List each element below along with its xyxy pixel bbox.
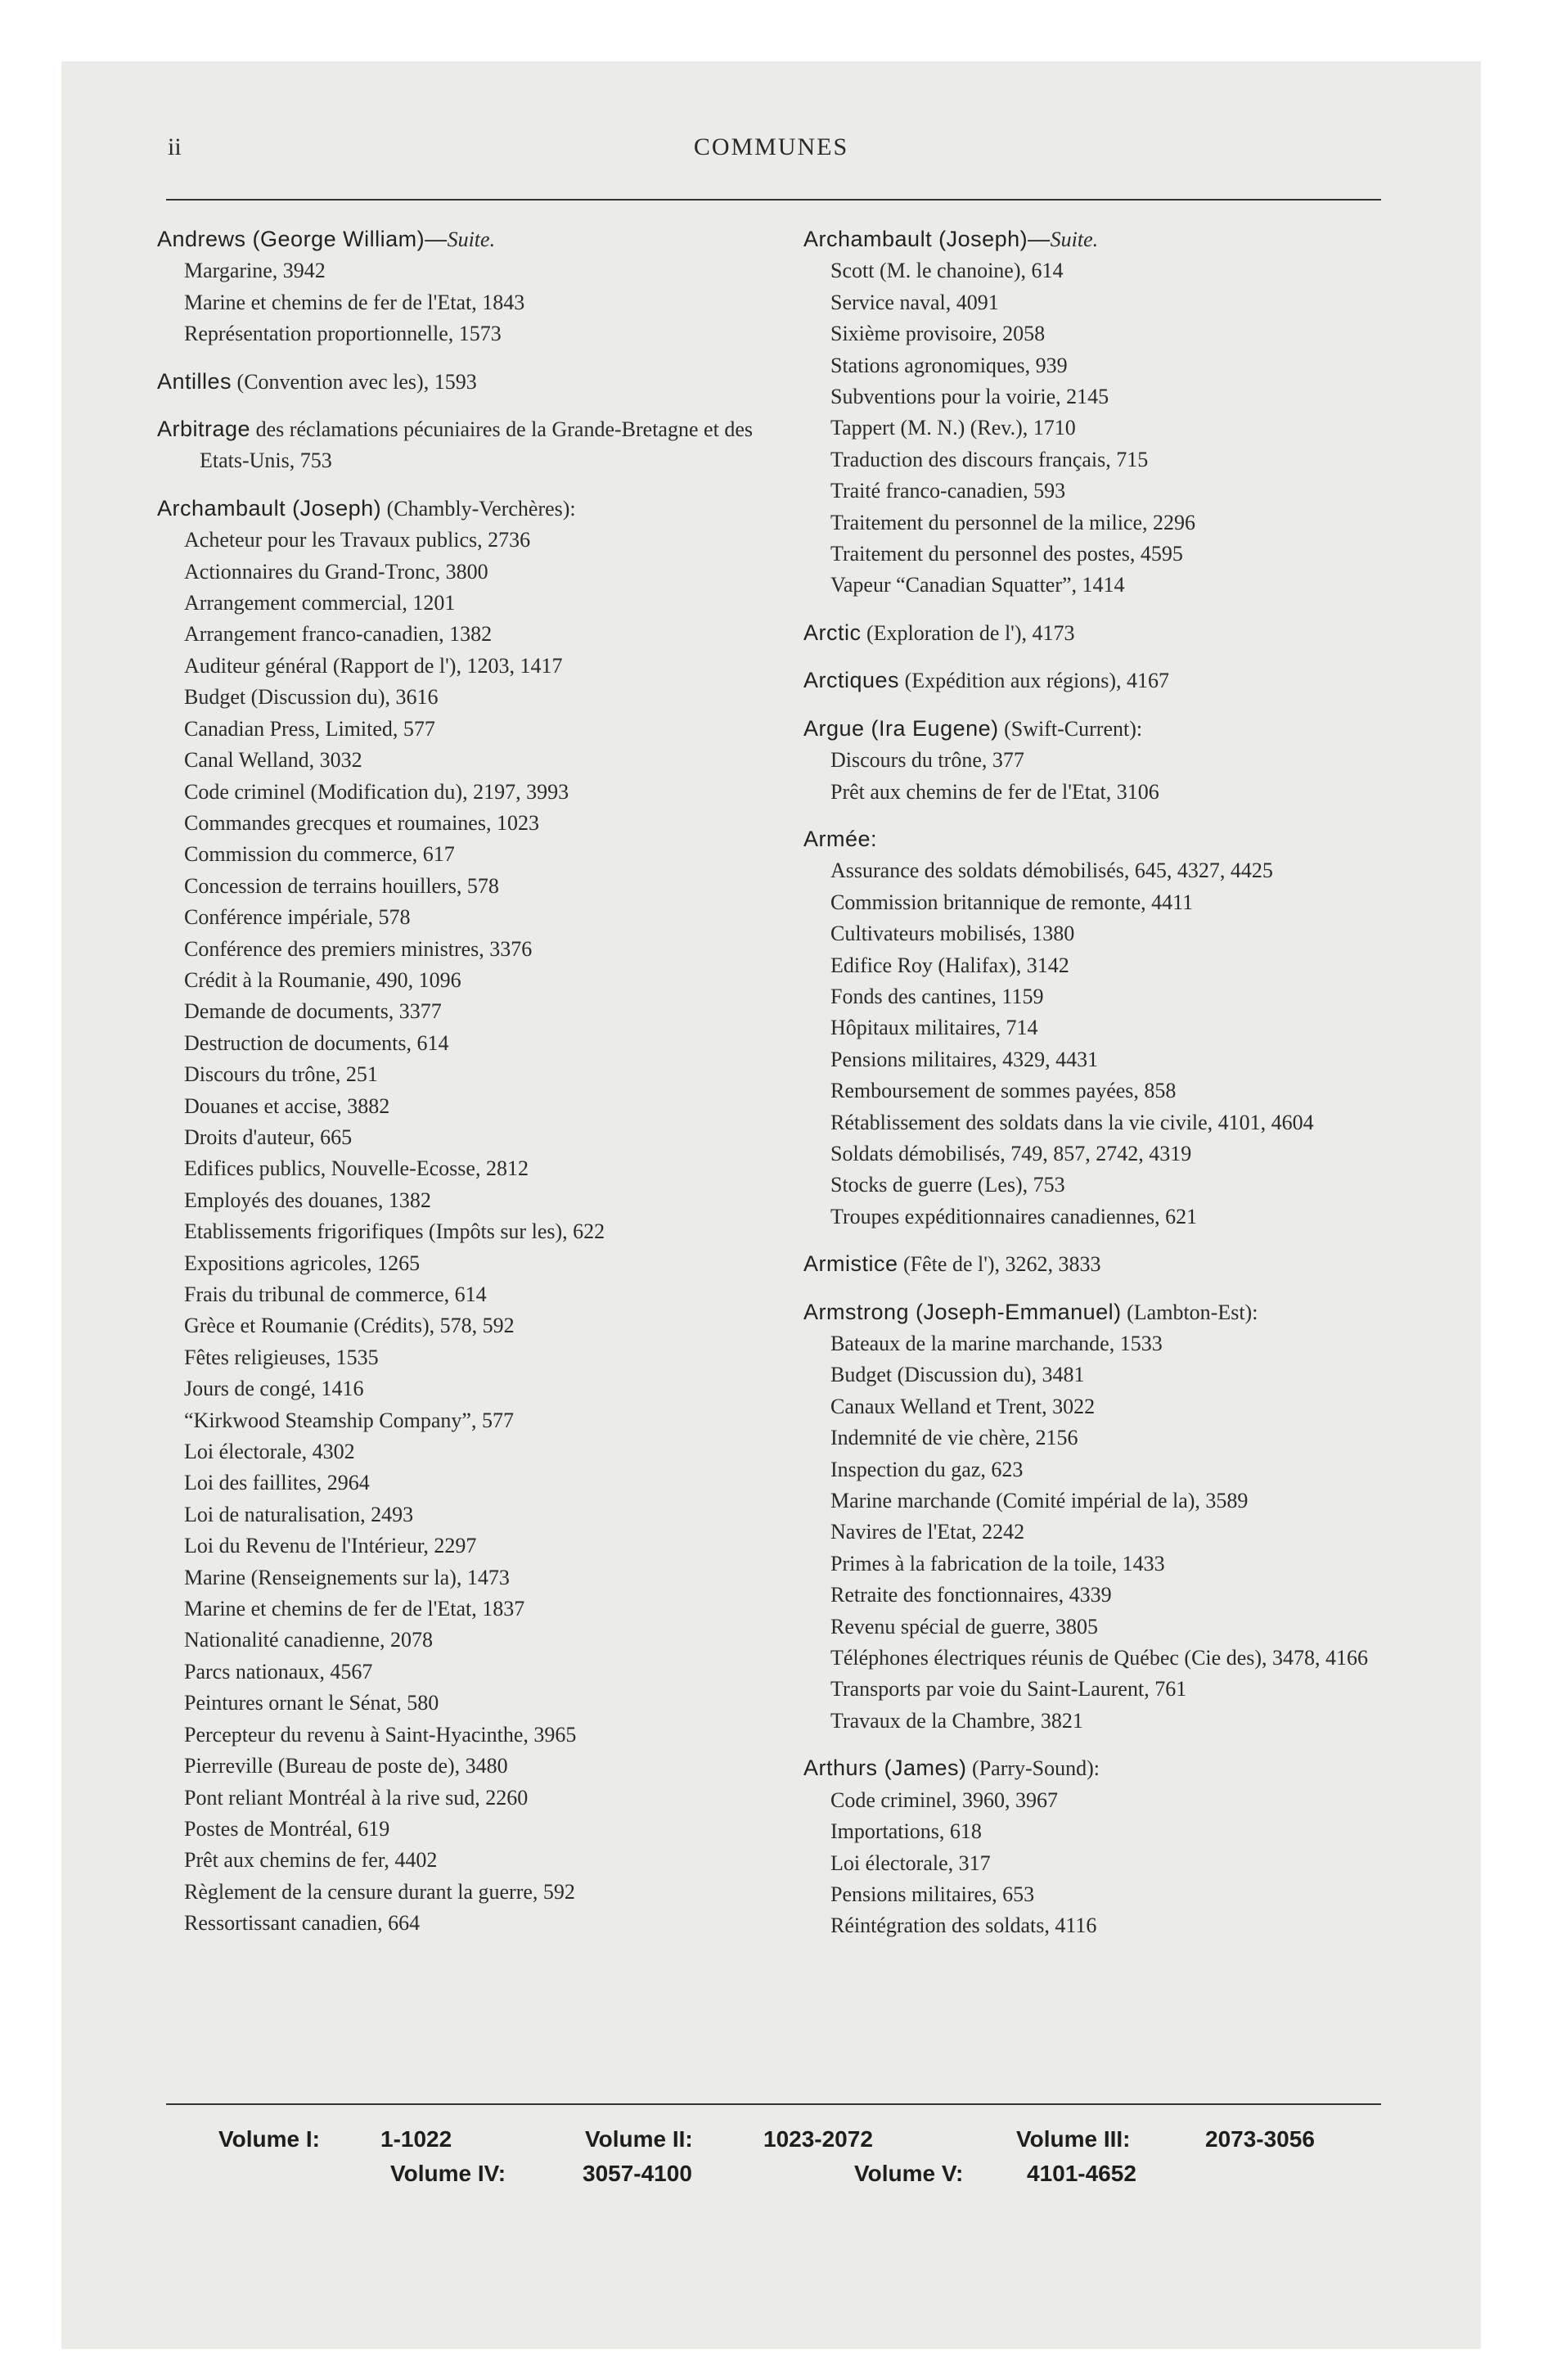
index-entry [803,1752,1381,1941]
subentry: Parcs nationaux, 4567 [184,1659,373,1684]
subentry: Troupes expéditionnaires canadiennes, 621 [830,1204,1198,1228]
footer-rule [166,2103,1381,2105]
subentry: Pierreville (Bureau de poste de), 3480 [184,1754,508,1778]
subentry: Commission britannique de remonte, 4411 [830,890,1194,914]
index-entry [157,493,753,1940]
index-entry [803,823,1381,1233]
entry-qualifier: (Chambly-Verchères): [386,496,576,521]
entry-suite: Suite. [1050,228,1099,251]
subentry: Crédit à la Roumanie, 490, 1096 [184,967,461,992]
page-title: COMMUNES [693,133,849,160]
subentry: Subventions pour la voirie, 2145 [830,385,1109,409]
entry-heading-line [803,1296,1381,1328]
subentry: Etablissements frigorifiques (Impôts sur les), 622 [184,1219,605,1244]
subentry: Acheteur pour les Travaux publics, 2736 [184,528,531,552]
subentry: Canadian Press, Limited, 577 [184,716,435,741]
subentry: Code criminel, 3960, 3967 [830,1787,1059,1812]
subentry: Destruction de documents, 614 [184,1030,449,1055]
entry-qualifier: (Expédition aux régions), 4167 [904,669,1170,693]
subentry: Tappert (M. N.) (Rev.), 1710 [830,416,1076,440]
subentry: Actionnaires du Grand-Tronc, 3800 [184,559,488,584]
subentry: Stations agronomiques, 939 [830,353,1068,377]
subentry: Code criminel (Modification du), 2197, 3993 [184,779,569,804]
volume-3-label: Volume III: [1016,2126,1131,2152]
entry-heading: Arctic [803,620,862,645]
page-number: ii [168,133,182,160]
entry-heading: Arbitrage [157,417,251,442]
header-rule [166,199,1381,201]
subentry: Pont reliant Montréal à la rive sud, 2260 [184,1785,529,1810]
subentry: Commandes grecques et roumaines, 1023 [184,810,539,835]
subentry: Budget (Discussion du), 3481 [830,1363,1085,1387]
subentry: Fêtes religieuses, 1535 [184,1345,379,1369]
entry-heading: Antilles [157,368,232,394]
entry-heading-line [157,493,753,525]
subentry: Assurance des soldats démobilisés, 645, 4327, 4425 [830,859,1273,883]
subentry: Marine marchande (Comité impérial de la), 3589 [830,1489,1249,1513]
entry-heading: Arctiques [803,668,900,693]
subentry: Auditeur général (Rapport de l'), 1203, 1417 [184,653,563,678]
subentry: Traitement du personnel de la milice, 2296 [830,510,1195,534]
subentry: Loi électorale, 4302 [184,1440,355,1464]
entry-heading-line [157,223,753,255]
subentry: Traduction des discours français, 715 [830,447,1149,471]
subentry: Postes de Montréal, 619 [184,1816,390,1841]
subentry: Employés des douanes, 1382 [184,1188,431,1212]
entry-heading-line [803,665,1381,696]
entry-heading-line [803,713,1381,745]
subentry: Peintures ornant le Sénat, 580 [184,1691,439,1715]
subentry: Indemnité de vie chère, 2156 [830,1426,1078,1450]
subentry: Nationalité canadienne, 2078 [184,1628,433,1652]
subentry: Canaux Welland et Trent, 3022 [830,1394,1096,1418]
subentry: Marine et chemins de fer de l'Etat, 1837 [184,1597,525,1621]
entry-heading-line [803,823,1381,855]
running-head [61,133,1481,166]
subentry: Primes à la fabrication de la toile, 1433 [830,1551,1165,1575]
subentry: Canal Welland, 3032 [184,748,362,773]
subentry: Discours du trône, 251 [184,1062,378,1087]
subentry: Loi électorale, 317 [830,1850,991,1875]
subentry: Conférence impériale, 578 [184,905,411,930]
volume-1-label: Volume I: [218,2126,320,2152]
volume-4-label: Volume IV: [390,2161,506,2186]
subentry: Droits d'auteur, 665 [184,1125,353,1149]
subentry: Pensions militaires, 4329, 4431 [830,1047,1099,1071]
subentry: Percepteur du revenu à Saint-Hyacinthe, 3965 [184,1722,577,1747]
subentry: Demande de documents, 3377 [184,999,442,1024]
subentry: Jours de congé, 1416 [184,1377,364,1401]
subentry: Stocks de guerre (Les), 753 [830,1173,1065,1197]
subentry: Transports par voie du Saint-Laurent, 761 [830,1677,1187,1702]
subentry: Réintégration des soldats, 4116 [830,1913,1097,1938]
entry-qualifier: (Convention avec les), 1593 [236,369,477,394]
entry-heading-line [803,223,1381,255]
volume-4-range: 3057-4100 [583,2161,692,2186]
entry-heading: Arthurs (James) [803,1756,967,1781]
entry-qualifier: des réclamations pécuniaires de la Grande-Bretagne et des Etats-Unis, 753 [200,417,753,473]
index-entry [157,223,753,350]
entry-heading-line [157,413,753,477]
subentry: Budget (Discussion du), 3616 [184,685,439,710]
entry-qualifier: (Lambton-Est): [1127,1300,1258,1324]
entry-heading: Argue (Ira Eugene) [803,715,999,741]
subentry: Frais du tribunal de commerce, 614 [184,1282,487,1306]
index-entry [803,223,1381,602]
index-entry [803,617,1381,649]
subentry: Marine et chemins de fer de l'Etat, 1843 [184,290,525,314]
volume-1-range: 1-1022 [380,2126,452,2152]
subentry: Importations, 618 [830,1819,982,1844]
subentry: Loi des faillites, 2964 [184,1471,370,1495]
subentry: Soldats démobilisés, 749, 857, 2742, 4319 [830,1141,1192,1165]
subentry: Marine (Renseignements sur la), 1473 [184,1565,510,1589]
subentry: Ressortissant canadien, 664 [184,1911,421,1936]
subentry: Loi du Revenu de l'Intérieur, 2297 [184,1534,477,1558]
subentry: Remboursement de sommes payées, 858 [830,1079,1177,1103]
entry-heading-line [803,1752,1381,1784]
entry-qualifier: (Parry-Sound): [972,1756,1100,1781]
entry-heading-line [803,617,1381,649]
subentry: Commission du commerce, 617 [184,842,455,867]
subentry: Expositions agricoles, 1265 [184,1251,421,1275]
subentry: Pensions militaires, 653 [830,1882,1035,1906]
subentry: Prêt aux chemins de fer de l'Etat, 3106 [830,779,1159,804]
entry-suite: Suite. [447,228,496,251]
subentry: Concession de terrains houillers, 578 [184,873,499,898]
index-column-left [157,223,753,1940]
subentry: Edifice Roy (Halifax), 3142 [830,953,1069,977]
subentry: Scott (M. le chanoine), 614 [830,259,1064,283]
subentry: Sixième provisoire, 2058 [830,322,1046,346]
index-entry [157,413,753,477]
entry-qualifier: (Swift-Current): [1004,716,1143,741]
subentry: Représentation proportionnelle, 1573 [184,322,502,346]
volume-5-label: Volume V: [854,2161,964,2186]
subentry: Grèce et Roumanie (Crédits), 578, 592 [184,1314,515,1338]
index-entry [803,1248,1381,1280]
volume-2-label: Volume II: [585,2126,693,2152]
entry-heading-line [157,366,753,398]
subentry: Rétablissement des soldats dans la vie civile, 4101, 4604 [830,1110,1314,1134]
subentry: Margarine, 3942 [184,259,326,283]
volume-2-range: 1023-2072 [763,2126,873,2152]
subentry: Prêt aux chemins de fer, 4402 [184,1848,438,1873]
subentry: Arrangement commercial, 1201 [184,591,456,615]
subentry: Loi de naturalisation, 2493 [184,1502,414,1526]
index-entry [803,1296,1381,1738]
subentry: Retraite des fonctionnaires, 4339 [830,1583,1112,1607]
entry-heading: Archambault (Joseph)— [803,227,1051,251]
subentry: Navires de l'Etat, 2242 [830,1520,1025,1544]
entry-heading: Armée: [803,826,878,851]
index-entry [157,366,753,398]
index-entry [803,713,1381,808]
entry-heading: Archambault (Joseph) [157,495,382,521]
document-page [61,61,1481,2349]
subentry: Revenu spécial de guerre, 3805 [830,1614,1099,1639]
entry-heading: Armistice [803,1251,898,1277]
subentry: Discours du trône, 377 [830,748,1024,773]
subentry: “Kirkwood Steamship Company”, 577 [184,1408,514,1432]
entry-heading-line [803,1248,1381,1280]
entry-qualifier: (Fête de l'), 3262, 3833 [903,1252,1101,1277]
subentry: Travaux de la Chambre, 3821 [830,1708,1083,1733]
index-column-right [803,223,1381,1942]
subentry: Traitement du personnel des postes, 4595 [830,542,1183,566]
subentry: Douanes et accise, 3882 [184,1093,390,1118]
subentry: Fonds des cantines, 1159 [830,984,1044,1008]
subentry: Inspection du gaz, 623 [830,1457,1024,1481]
entry-heading: Andrews (George William)— [157,227,448,251]
subentry: Service naval, 4091 [830,290,999,314]
subentry: Bateaux de la marine marchande, 1533 [830,1332,1163,1355]
entry-qualifier: (Exploration de l'), 4173 [866,620,1075,645]
subentry: Arrangement franco-canadien, 1382 [184,622,493,647]
volume-3-range: 2073-3056 [1205,2126,1315,2152]
subentry: Cultivateurs mobilisés, 1380 [830,922,1075,946]
subentry: Traité franco-canadien, 593 [830,479,1066,503]
subentry: Edifices publics, Nouvelle-Ecosse, 2812 [184,1156,529,1181]
subentry: Vapeur “Canadian Squatter”, 1414 [830,573,1125,597]
entry-heading: Armstrong (Joseph-Emmanuel) [803,1299,1122,1324]
volume-5-range: 4101-4652 [1027,2161,1136,2186]
subentry: Téléphones électriques réunis de Québec (Cie des), 3478, 4166 [830,1646,1369,1670]
index-entry [803,665,1381,696]
subentry: Conférence des premiers ministres, 3376 [184,936,533,961]
subentry: Règlement de la censure durant la guerre, 592 [184,1879,575,1904]
subentry: Hôpitaux militaires, 714 [830,1016,1038,1040]
